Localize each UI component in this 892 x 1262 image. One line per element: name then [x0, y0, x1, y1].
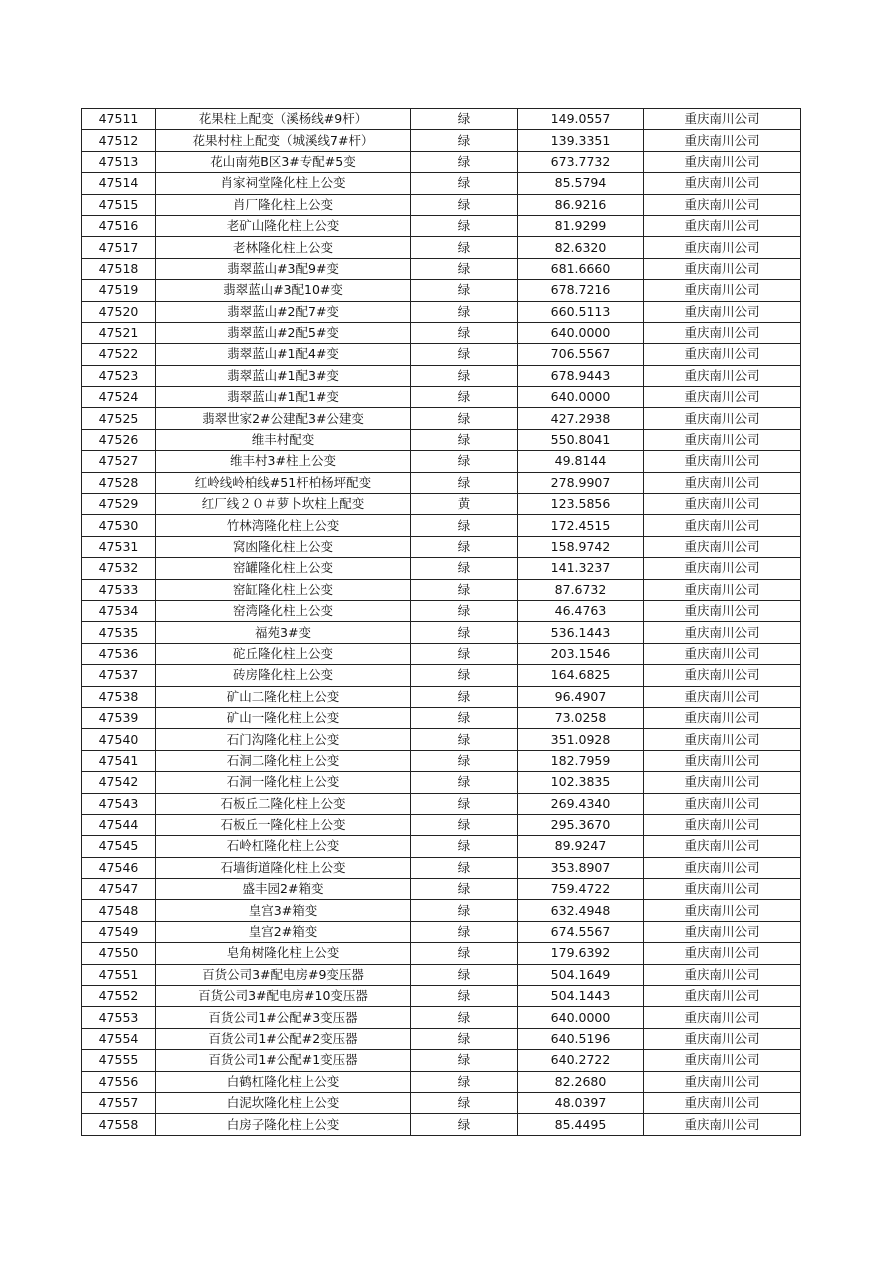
cell-company: 重庆南川公司	[644, 258, 801, 279]
cell-id: 47538	[82, 686, 156, 707]
cell-color-grade: 绿	[411, 707, 518, 728]
cell-name: 老矿山隆化柱上公变	[156, 215, 411, 236]
cell-value: 681.6660	[518, 258, 644, 279]
cell-name: 花果村柱上配变（城溪线7#杆）	[156, 130, 411, 151]
cell-value: 85.4495	[518, 1114, 644, 1135]
cell-name: 石板丘二隆化柱上公变	[156, 793, 411, 814]
cell-value: 164.6825	[518, 665, 644, 686]
cell-name: 皂角树隆化柱上公变	[156, 943, 411, 964]
cell-name: 皇宫3#箱变	[156, 900, 411, 921]
cell-company: 重庆南川公司	[644, 515, 801, 536]
cell-color-grade: 绿	[411, 472, 518, 493]
cell-value: 759.4722	[518, 879, 644, 900]
cell-id: 47548	[82, 900, 156, 921]
cell-color-grade: 绿	[411, 280, 518, 301]
cell-name: 百货公司3#配电房#10变压器	[156, 986, 411, 1007]
cell-id: 47556	[82, 1071, 156, 1092]
table-row	[82, 429, 801, 450]
table-row	[82, 793, 801, 814]
cell-company: 重庆南川公司	[644, 1028, 801, 1049]
cell-name: 窝凼隆化柱上公变	[156, 536, 411, 557]
cell-id: 47536	[82, 643, 156, 664]
table-row	[82, 622, 801, 643]
cell-company: 重庆南川公司	[644, 173, 801, 194]
cell-value: 46.4763	[518, 600, 644, 621]
cell-id: 47524	[82, 387, 156, 408]
cell-color-grade: 绿	[411, 600, 518, 621]
cell-id: 47534	[82, 600, 156, 621]
cell-id: 47517	[82, 237, 156, 258]
table-row	[82, 1007, 801, 1028]
cell-value: 85.5794	[518, 173, 644, 194]
cell-value: 158.9742	[518, 536, 644, 557]
cell-name: 石墙街道隆化柱上公变	[156, 857, 411, 878]
cell-value: 82.6320	[518, 237, 644, 258]
cell-color-grade: 绿	[411, 515, 518, 536]
cell-name: 翡翠世家2#公建配3#公建变	[156, 408, 411, 429]
cell-id: 47531	[82, 536, 156, 557]
cell-company: 重庆南川公司	[644, 772, 801, 793]
table-row	[82, 900, 801, 921]
cell-id: 47532	[82, 558, 156, 579]
table-row	[82, 643, 801, 664]
table-row	[82, 536, 801, 557]
table-row	[82, 344, 801, 365]
cell-value: 81.9299	[518, 215, 644, 236]
cell-color-grade: 绿	[411, 579, 518, 600]
cell-name: 石洞二隆化柱上公变	[156, 750, 411, 771]
cell-id: 47547	[82, 879, 156, 900]
cell-id: 47557	[82, 1092, 156, 1113]
transformer-table	[81, 108, 801, 1136]
cell-color-grade: 绿	[411, 1050, 518, 1071]
cell-id: 47544	[82, 814, 156, 835]
cell-value: 182.7959	[518, 750, 644, 771]
cell-value: 203.1546	[518, 643, 644, 664]
cell-company: 重庆南川公司	[644, 1071, 801, 1092]
cell-color-grade: 绿	[411, 943, 518, 964]
cell-id: 47539	[82, 707, 156, 728]
table-row	[82, 729, 801, 750]
cell-company: 重庆南川公司	[644, 729, 801, 750]
cell-color-grade: 绿	[411, 900, 518, 921]
cell-color-grade: 绿	[411, 322, 518, 343]
cell-company: 重庆南川公司	[644, 900, 801, 921]
cell-company: 重庆南川公司	[644, 665, 801, 686]
cell-color-grade: 绿	[411, 301, 518, 322]
table-row	[82, 558, 801, 579]
cell-value: 89.9247	[518, 836, 644, 857]
cell-id: 47526	[82, 429, 156, 450]
table-row	[82, 579, 801, 600]
cell-value: 504.1649	[518, 964, 644, 985]
cell-color-grade: 绿	[411, 1071, 518, 1092]
cell-id: 47537	[82, 665, 156, 686]
cell-color-grade: 绿	[411, 986, 518, 1007]
cell-value: 179.6392	[518, 943, 644, 964]
cell-color-grade: 绿	[411, 408, 518, 429]
table-row	[82, 109, 801, 130]
cell-company: 重庆南川公司	[644, 558, 801, 579]
table-row	[82, 151, 801, 172]
table-row	[82, 472, 801, 493]
cell-company: 重庆南川公司	[644, 921, 801, 942]
cell-company: 重庆南川公司	[644, 322, 801, 343]
cell-company: 重庆南川公司	[644, 408, 801, 429]
cell-value: 73.0258	[518, 707, 644, 728]
cell-name: 维丰村3#柱上公变	[156, 451, 411, 472]
cell-company: 重庆南川公司	[644, 494, 801, 515]
cell-name: 百货公司3#配电房#9变压器	[156, 964, 411, 985]
cell-value: 640.0000	[518, 1007, 644, 1028]
cell-name: 窑罐隆化柱上公变	[156, 558, 411, 579]
cell-color-grade: 绿	[411, 921, 518, 942]
table-row	[82, 322, 801, 343]
cell-company: 重庆南川公司	[644, 451, 801, 472]
cell-name: 福苑3#变	[156, 622, 411, 643]
cell-color-grade: 绿	[411, 857, 518, 878]
table-row	[82, 215, 801, 236]
table-row	[82, 600, 801, 621]
cell-name: 红岭线岭柏线#51杆柏杨坪配变	[156, 472, 411, 493]
cell-name: 石板丘一隆化柱上公变	[156, 814, 411, 835]
table-row	[82, 408, 801, 429]
cell-id: 47514	[82, 173, 156, 194]
table-body	[82, 109, 801, 1136]
cell-value: 640.0000	[518, 322, 644, 343]
cell-company: 重庆南川公司	[644, 750, 801, 771]
cell-company: 重庆南川公司	[644, 194, 801, 215]
cell-name: 老林隆化柱上公变	[156, 237, 411, 258]
table-row	[82, 986, 801, 1007]
cell-name: 翡翠蓝山#1配1#变	[156, 387, 411, 408]
cell-id: 47512	[82, 130, 156, 151]
cell-color-grade: 绿	[411, 536, 518, 557]
cell-name: 肖家祠堂隆化柱上公变	[156, 173, 411, 194]
cell-company: 重庆南川公司	[644, 964, 801, 985]
cell-id: 47543	[82, 793, 156, 814]
table-row	[82, 943, 801, 964]
cell-id: 47533	[82, 579, 156, 600]
table-row	[82, 258, 801, 279]
cell-value: 640.2722	[518, 1050, 644, 1071]
cell-color-grade: 绿	[411, 237, 518, 258]
cell-company: 重庆南川公司	[644, 1050, 801, 1071]
cell-name: 翡翠蓝山#3配10#变	[156, 280, 411, 301]
table-row	[82, 515, 801, 536]
cell-name: 砖房隆化柱上公变	[156, 665, 411, 686]
cell-id: 47525	[82, 408, 156, 429]
cell-id: 47518	[82, 258, 156, 279]
cell-value: 139.3351	[518, 130, 644, 151]
cell-id: 47521	[82, 322, 156, 343]
cell-id: 47519	[82, 280, 156, 301]
cell-color-grade: 绿	[411, 258, 518, 279]
cell-company: 重庆南川公司	[644, 793, 801, 814]
table-row	[82, 301, 801, 322]
cell-company: 重庆南川公司	[644, 365, 801, 386]
table-row	[82, 857, 801, 878]
cell-company: 重庆南川公司	[644, 215, 801, 236]
cell-color-grade: 绿	[411, 344, 518, 365]
cell-id: 47552	[82, 986, 156, 1007]
cell-color-grade: 绿	[411, 836, 518, 857]
table-row	[82, 665, 801, 686]
cell-name: 白鹤杠隆化柱上公变	[156, 1071, 411, 1092]
cell-name: 翡翠蓝山#3配9#变	[156, 258, 411, 279]
cell-id: 47549	[82, 921, 156, 942]
table-row	[82, 1050, 801, 1071]
cell-color-grade: 绿	[411, 879, 518, 900]
cell-name: 窑缸隆化柱上公变	[156, 579, 411, 600]
cell-color-grade: 绿	[411, 1007, 518, 1028]
table-row	[82, 836, 801, 857]
cell-value: 632.4948	[518, 900, 644, 921]
cell-color-grade: 绿	[411, 365, 518, 386]
cell-color-grade: 绿	[411, 109, 518, 130]
cell-name: 维丰村配变	[156, 429, 411, 450]
cell-name: 白房子隆化柱上公变	[156, 1114, 411, 1135]
cell-value: 678.7216	[518, 280, 644, 301]
cell-company: 重庆南川公司	[644, 836, 801, 857]
cell-name: 矿山二隆化柱上公变	[156, 686, 411, 707]
cell-id: 47553	[82, 1007, 156, 1028]
cell-company: 重庆南川公司	[644, 151, 801, 172]
cell-color-grade: 绿	[411, 1114, 518, 1135]
cell-color-grade: 绿	[411, 686, 518, 707]
cell-company: 重庆南川公司	[644, 814, 801, 835]
cell-company: 重庆南川公司	[644, 643, 801, 664]
table-row	[82, 451, 801, 472]
cell-name: 花果柱上配变（溪杨线#9杆）	[156, 109, 411, 130]
cell-value: 172.4515	[518, 515, 644, 536]
cell-color-grade: 绿	[411, 622, 518, 643]
cell-value: 149.0557	[518, 109, 644, 130]
table-row	[82, 964, 801, 985]
cell-value: 640.5196	[518, 1028, 644, 1049]
cell-company: 重庆南川公司	[644, 109, 801, 130]
cell-color-grade: 绿	[411, 964, 518, 985]
cell-name: 百货公司1#公配#1变压器	[156, 1050, 411, 1071]
cell-value: 504.1443	[518, 986, 644, 1007]
cell-color-grade: 黄	[411, 494, 518, 515]
cell-color-grade: 绿	[411, 772, 518, 793]
cell-color-grade: 绿	[411, 1092, 518, 1113]
cell-id: 47527	[82, 451, 156, 472]
table-row	[82, 814, 801, 835]
cell-company: 重庆南川公司	[644, 472, 801, 493]
cell-name: 白泥坎隆化柱上公变	[156, 1092, 411, 1113]
cell-company: 重庆南川公司	[644, 943, 801, 964]
cell-company: 重庆南川公司	[644, 879, 801, 900]
table-row	[82, 686, 801, 707]
cell-name: 竹林湾隆化柱上公变	[156, 515, 411, 536]
table-row	[82, 879, 801, 900]
cell-value: 278.9907	[518, 472, 644, 493]
cell-company: 重庆南川公司	[644, 387, 801, 408]
cell-color-grade: 绿	[411, 750, 518, 771]
cell-id: 47545	[82, 836, 156, 857]
table-row	[82, 1071, 801, 1092]
cell-color-grade: 绿	[411, 793, 518, 814]
cell-company: 重庆南川公司	[644, 280, 801, 301]
cell-name: 翡翠蓝山#2配5#变	[156, 322, 411, 343]
cell-company: 重庆南川公司	[644, 579, 801, 600]
table-row	[82, 772, 801, 793]
table-row	[82, 280, 801, 301]
cell-color-grade: 绿	[411, 451, 518, 472]
cell-company: 重庆南川公司	[644, 237, 801, 258]
table-row	[82, 365, 801, 386]
table-row	[82, 130, 801, 151]
cell-value: 706.5567	[518, 344, 644, 365]
cell-name: 肖厂隆化柱上公变	[156, 194, 411, 215]
cell-company: 重庆南川公司	[644, 301, 801, 322]
cell-color-grade: 绿	[411, 151, 518, 172]
cell-id: 47528	[82, 472, 156, 493]
cell-name: 石岭杠隆化柱上公变	[156, 836, 411, 857]
cell-name: 石洞一隆化柱上公变	[156, 772, 411, 793]
cell-id: 47554	[82, 1028, 156, 1049]
cell-value: 351.0928	[518, 729, 644, 750]
cell-color-grade: 绿	[411, 429, 518, 450]
cell-name: 花山南苑B区3#专配#5变	[156, 151, 411, 172]
cell-name: 翡翠蓝山#1配3#变	[156, 365, 411, 386]
table-row	[82, 707, 801, 728]
cell-company: 重庆南川公司	[644, 986, 801, 1007]
cell-color-grade: 绿	[411, 130, 518, 151]
cell-id: 47530	[82, 515, 156, 536]
cell-id: 47540	[82, 729, 156, 750]
cell-company: 重庆南川公司	[644, 1007, 801, 1028]
cell-company: 重庆南川公司	[644, 622, 801, 643]
cell-id: 47523	[82, 365, 156, 386]
cell-value: 123.5856	[518, 494, 644, 515]
cell-color-grade: 绿	[411, 665, 518, 686]
cell-id: 47546	[82, 857, 156, 878]
cell-name: 百货公司1#公配#2变压器	[156, 1028, 411, 1049]
cell-value: 660.5113	[518, 301, 644, 322]
cell-company: 重庆南川公司	[644, 429, 801, 450]
cell-color-grade: 绿	[411, 643, 518, 664]
cell-id: 47511	[82, 109, 156, 130]
cell-value: 550.8041	[518, 429, 644, 450]
table-row	[82, 387, 801, 408]
table-row	[82, 1092, 801, 1113]
cell-color-grade: 绿	[411, 814, 518, 835]
cell-value: 96.4907	[518, 686, 644, 707]
cell-id: 47558	[82, 1114, 156, 1135]
cell-value: 673.7732	[518, 151, 644, 172]
cell-value: 427.2938	[518, 408, 644, 429]
cell-id: 47520	[82, 301, 156, 322]
cell-name: 红厂线２０＃萝卜坎柱上配变	[156, 494, 411, 515]
cell-name: 石门沟隆化柱上公变	[156, 729, 411, 750]
cell-company: 重庆南川公司	[644, 600, 801, 621]
cell-company: 重庆南川公司	[644, 1114, 801, 1135]
cell-id: 47513	[82, 151, 156, 172]
cell-value: 678.9443	[518, 365, 644, 386]
cell-id: 47529	[82, 494, 156, 515]
cell-value: 82.2680	[518, 1071, 644, 1092]
table-row	[82, 173, 801, 194]
cell-id: 47555	[82, 1050, 156, 1071]
table-row	[82, 494, 801, 515]
cell-name: 窑湾隆化柱上公变	[156, 600, 411, 621]
cell-value: 536.1443	[518, 622, 644, 643]
cell-color-grade: 绿	[411, 729, 518, 750]
table-row	[82, 194, 801, 215]
cell-value: 49.8144	[518, 451, 644, 472]
cell-id: 47516	[82, 215, 156, 236]
cell-company: 重庆南川公司	[644, 130, 801, 151]
cell-company: 重庆南川公司	[644, 344, 801, 365]
cell-id: 47522	[82, 344, 156, 365]
table-row	[82, 1028, 801, 1049]
cell-company: 重庆南川公司	[644, 857, 801, 878]
cell-id: 47515	[82, 194, 156, 215]
table-row	[82, 1114, 801, 1135]
table-row	[82, 237, 801, 258]
cell-color-grade: 绿	[411, 194, 518, 215]
cell-name: 百货公司1#公配#3变压器	[156, 1007, 411, 1028]
cell-id: 47535	[82, 622, 156, 643]
cell-value: 640.0000	[518, 387, 644, 408]
cell-color-grade: 绿	[411, 1028, 518, 1049]
cell-name: 皇宫2#箱变	[156, 921, 411, 942]
cell-name: 翡翠蓝山#2配7#变	[156, 301, 411, 322]
cell-name: 盛丰园2#箱变	[156, 879, 411, 900]
cell-color-grade: 绿	[411, 387, 518, 408]
cell-company: 重庆南川公司	[644, 686, 801, 707]
cell-name: 矿山一隆化柱上公变	[156, 707, 411, 728]
cell-value: 102.3835	[518, 772, 644, 793]
cell-name: 砣丘隆化柱上公变	[156, 643, 411, 664]
cell-value: 674.5567	[518, 921, 644, 942]
cell-value: 353.8907	[518, 857, 644, 878]
cell-id: 47541	[82, 750, 156, 771]
cell-id: 47551	[82, 964, 156, 985]
cell-value: 295.3670	[518, 814, 644, 835]
cell-color-grade: 绿	[411, 173, 518, 194]
cell-color-grade: 绿	[411, 215, 518, 236]
cell-id: 47542	[82, 772, 156, 793]
cell-value: 269.4340	[518, 793, 644, 814]
table-row	[82, 750, 801, 771]
table-row	[82, 921, 801, 942]
cell-value: 86.9216	[518, 194, 644, 215]
cell-value: 87.6732	[518, 579, 644, 600]
cell-value: 141.3237	[518, 558, 644, 579]
cell-id: 47550	[82, 943, 156, 964]
cell-value: 48.0397	[518, 1092, 644, 1113]
cell-company: 重庆南川公司	[644, 536, 801, 557]
cell-name: 翡翠蓝山#1配4#变	[156, 344, 411, 365]
cell-company: 重庆南川公司	[644, 707, 801, 728]
cell-company: 重庆南川公司	[644, 1092, 801, 1113]
cell-color-grade: 绿	[411, 558, 518, 579]
